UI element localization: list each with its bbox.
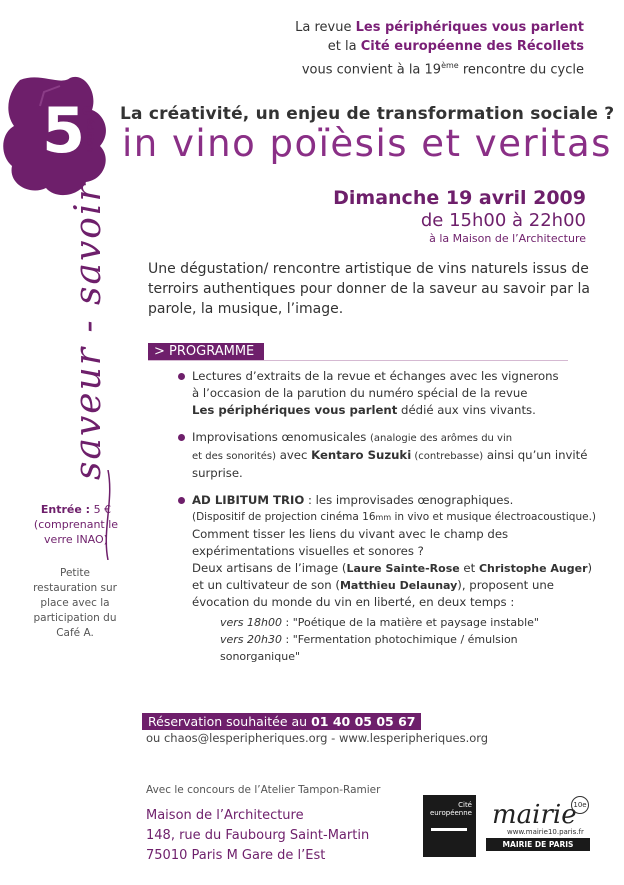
bullet-icon (178, 434, 185, 441)
edition-number: 5 (42, 94, 86, 167)
side-script: saveur - savoir (68, 182, 109, 480)
date-hours: de 15h00 à 22h00 (420, 210, 586, 231)
list-item: AD LIBITUM TRIO : les improvisades œnographiques. (Dispositif de projection cinéma 16mm in vivo et musique électroacoustique.) Comment tisser les liens du vivant avec le champ des expérimentations visuelles et sonores ? Deux artisans de l’image (Laure Sainte-Rose et Christophe Auger) et un cultivateur de son (Matthieu Delaunay), proposent une évocation du monde du vin en liberté, en deux temps : vers 18h00 : "Poétique de la matière et paysage instable" vers 20h30 : "Fermentation photochimique / émulsion sonorganique" (178, 492, 598, 665)
header-invitation: La revue Les périphériques vous parlent et la Cité européenne des Récollets vous convient à la 19ème rencontre du cycle (295, 20, 584, 78)
date-day: Dimanche 19 avril 2009 (333, 187, 586, 209)
intro-text: Une dégustation/ rencontre artistique de vins naturels issus de terroirs authentiques pour donner de la saveur au savoir par la parole, la musique, l’image. (148, 261, 590, 317)
entry-price: Entrée : 5 € (comprenant le verre INAO) (33, 503, 119, 546)
mairie-logo: mairie (492, 800, 577, 830)
sponsor-note: Avec le concours de l’Atelier Tampon-Ramier (146, 784, 381, 796)
event-date (333, 186, 586, 246)
event-title: in vino poïèsis et veritas (122, 122, 612, 165)
mairie-paris-bar: MAIRIE DE PARIS (486, 838, 590, 851)
bullet-icon (178, 373, 185, 380)
phone-number: 01 40 05 05 67 (311, 714, 416, 729)
contact-line[interactable]: ou chaos@lesperipheriques.org - www.lesperipheriques.org (146, 731, 489, 745)
venue-address: Maison de l’Architecture 148, rue du Faubourg Saint-Martin 75010 Paris M Gare de l’Est (146, 808, 370, 863)
programme-list (178, 368, 598, 675)
programme-label: > PROGRAMME (148, 343, 264, 361)
mairie-url: www.mairie10.paris.fr (507, 828, 584, 836)
programme-divider (148, 360, 568, 361)
mairie-badge: 10e (571, 796, 589, 814)
list-item: Lectures d’extraits de la revue et échanges avec les vignerons à l’occasion de la parution du numéro spécial de la revue Les périphériques vous parlent dédié aux vins vivants. (178, 368, 598, 419)
event-subtitle: La créativité, un enjeu de transformation sociale ? (120, 104, 615, 124)
edition-word: édition (84, 118, 95, 153)
cite-logo: Cité européenne (423, 795, 476, 857)
date-place: à la Maison de l’Architecture (429, 232, 586, 245)
edition-sup: e (82, 100, 93, 119)
bullet-icon (178, 497, 185, 504)
catering-note: Petite restauration sur place avec la participation du Café A. (33, 567, 117, 639)
reservation-banner: Réservation souhaitée au 01 40 05 05 67 (142, 713, 421, 730)
list-item: Improvisations œnomusicales (analogie des arômes du vin et des sonorités) avec Kentaro Suzuki (contrebasse) ainsi qu’un invité surprise. (178, 429, 598, 482)
